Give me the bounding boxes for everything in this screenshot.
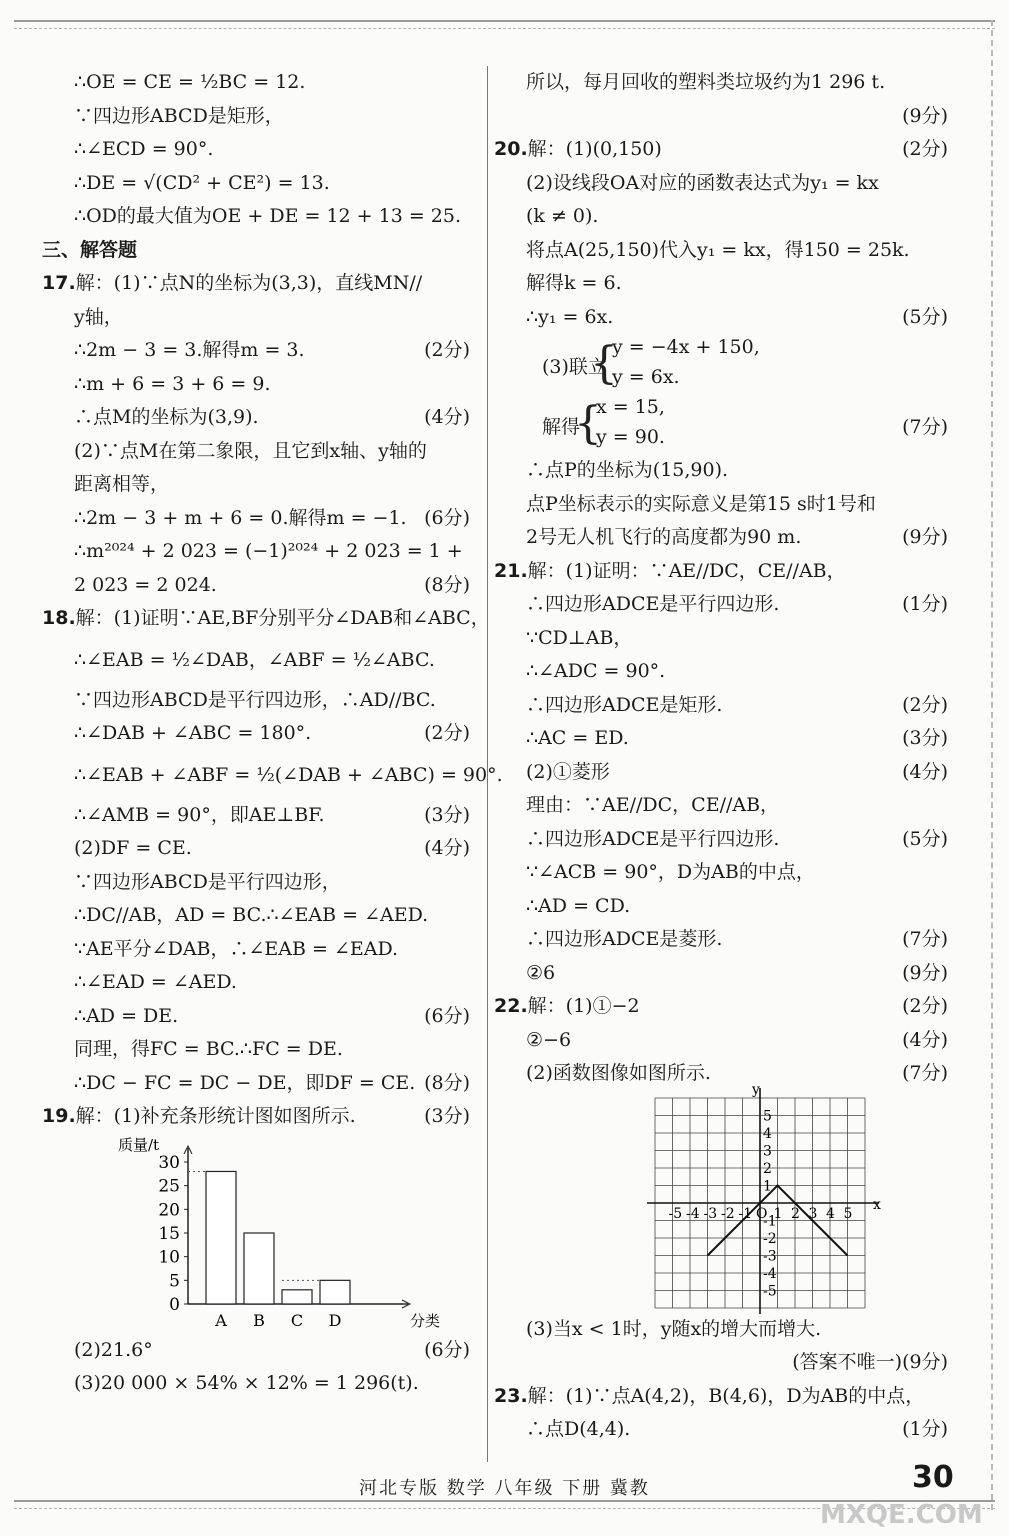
line-text: [526, 655, 665, 689]
solution-line: [60, 899, 470, 933]
score-points: (3分): [902, 727, 948, 749]
line-content: (2)设线段OA对应的函数表达式为y₁ = kx: [526, 171, 879, 194]
right-border: [979, 20, 993, 1510]
right-mid-lines: [494, 454, 948, 1091]
solution-line: [512, 622, 948, 656]
line-content: ∵四边形ABCD是平行四边形，∴AD//BC.: [74, 688, 436, 711]
solution-line: [60, 636, 470, 684]
score-points: (6分): [424, 506, 470, 529]
line-content: 距离相等，: [74, 473, 170, 495]
solution-line: [494, 990, 948, 1024]
line-content: ∴AC = ED.: [526, 727, 629, 749]
line-text: [526, 823, 779, 857]
left-column: [42, 66, 503, 1401]
line-text: [74, 468, 169, 502]
line-text: [74, 684, 436, 718]
line-content: (3)当x < 1时，y随x的增大而增大.: [526, 1317, 822, 1340]
question-number: 23.: [494, 1384, 528, 1407]
line-text: [526, 1057, 711, 1091]
line-content: ∴AD = CD.: [526, 894, 631, 917]
x-tick-label: 3: [808, 1205, 818, 1222]
y-axis-label: 质量/t: [118, 1135, 160, 1154]
score-points: (答案不唯一)(9分): [792, 1351, 948, 1373]
solution-line: [512, 890, 948, 924]
line-content: ∴AD = DE.: [74, 1004, 179, 1027]
y-tick-label: -5: [763, 1283, 777, 1299]
line-content: 解：(1)(0,150): [527, 138, 662, 160]
x-axis-name: x: [873, 1196, 881, 1213]
category-label: A: [215, 1310, 227, 1330]
line-text: [74, 636, 435, 684]
line-text: [74, 1367, 419, 1401]
solution-line: [512, 1346, 948, 1380]
solution-line: [512, 655, 948, 689]
line-text: [494, 990, 640, 1024]
solution-line: [60, 200, 470, 234]
line-content: 同理，得FC = BC.∴FC = DE.: [74, 1038, 343, 1060]
solution-line: [60, 684, 470, 718]
score-points: (7分): [902, 928, 948, 950]
line-text: [526, 234, 910, 268]
category-label: B: [253, 1310, 265, 1330]
line-content: ∴点P的坐标为(15,90).: [526, 459, 729, 481]
line-content: (2)21.6°: [74, 1338, 153, 1361]
y-tick-label: 5: [763, 1108, 772, 1124]
solution-line: [512, 1413, 948, 1447]
line-text: [526, 200, 598, 234]
line-text: [74, 933, 398, 967]
solution-line: [512, 856, 948, 890]
y-axis-name: y: [752, 1081, 760, 1098]
solution-line: [60, 799, 470, 833]
line-text: [526, 167, 879, 201]
line-content: ∴∠EAB + ∠ABF = ½(∠DAB + ∠ABC) = 90°.: [74, 763, 503, 786]
score-points: (1分): [902, 593, 948, 615]
solution-line: [512, 588, 948, 622]
solution-line: [60, 1000, 470, 1034]
solution-line: [60, 751, 503, 799]
solution-line: [512, 301, 948, 335]
left-after-chart: [60, 1334, 470, 1401]
line-text: [74, 966, 237, 1000]
line-content: ∵四边形ABCD是平行四边形，: [74, 870, 341, 893]
line-text: [74, 66, 305, 100]
function-graph: [512, 1081, 948, 1313]
solution-line: [42, 1100, 470, 1134]
y-tick-label: 25: [158, 1176, 180, 1197]
line-content: ∴∠DAB + ∠ABC = 180°.: [74, 722, 312, 744]
solution-line: [60, 301, 470, 335]
y-tick-label: -3: [763, 1248, 777, 1264]
line-text: [74, 100, 284, 134]
solution-line: [494, 555, 948, 589]
category-label: C: [290, 1310, 304, 1330]
line-content: ∴∠ADC = 90°.: [526, 660, 666, 682]
line-text: [494, 555, 846, 589]
line-content: 解：(1)∵点N的坐标为(3,3)，直线MN//: [75, 272, 423, 294]
score-points: (2分): [902, 693, 948, 716]
line-text: [74, 435, 427, 469]
line-content: ∴∠EAB = ½∠DAB，∠ABF = ½∠ABC.: [74, 648, 435, 671]
x-tick-label: -4: [686, 1205, 700, 1222]
score-points: (1分): [902, 1418, 948, 1440]
line-text: [526, 488, 876, 522]
y-tick-label: 3: [763, 1143, 772, 1159]
line-content: (2)DF = CE.: [74, 837, 192, 859]
line-text: [526, 588, 779, 622]
score-points: (7分): [902, 1062, 948, 1084]
bar-chart: [60, 1134, 470, 1334]
system2-label: 解得: [542, 416, 581, 438]
line-text: [74, 717, 311, 751]
line-text: [74, 200, 461, 234]
line-content: ∴OD的最大值为OE + DE = 12 + 13 = 25.: [74, 205, 462, 227]
line-content: ∴四边形ADCE是菱形.: [526, 928, 723, 950]
line-content: ∴DC − FC = DC − DE，即DF = CE.: [74, 1071, 416, 1094]
line-text: [74, 301, 123, 335]
question-number: 21.: [494, 559, 528, 582]
x-tick-label: -5: [668, 1205, 683, 1222]
x-tick-label: -1: [738, 1205, 753, 1222]
line-text: [526, 66, 885, 100]
y-tick-label: 10: [158, 1247, 180, 1268]
question-number: 22.: [494, 995, 528, 1017]
line-content: ∴DE = √(CD² + CE²) = 13.: [74, 171, 330, 194]
line-content: ∴四边形ADCE是平行四边形.: [526, 827, 780, 850]
score-points: (2分): [424, 722, 470, 744]
line-content: ∴∠EAD = ∠AED.: [74, 971, 237, 993]
section-heading: 三、解答题: [42, 238, 138, 261]
right-top-lines: [494, 66, 948, 334]
line-content: ∴DC//AB，AD = BC.∴∠EAB = ∠AED.: [74, 904, 429, 926]
bar: [244, 1233, 274, 1304]
score-points: (9分): [902, 104, 948, 127]
system2-line1: x = 15,: [596, 396, 665, 418]
x-tick-label: 4: [826, 1205, 835, 1222]
solution-line: [512, 267, 948, 301]
y-tick-label: 5: [169, 1270, 180, 1291]
score-points: (6分): [424, 1004, 470, 1027]
y-tick-label: -2: [763, 1230, 777, 1247]
line-content: 2号无人机飞行的高度都为90 m.: [526, 526, 802, 548]
solution-line: [512, 1057, 948, 1091]
solution-line: [512, 234, 948, 268]
line-text: [74, 832, 192, 866]
solution-line: [512, 167, 948, 201]
line-text: [526, 957, 555, 991]
y-tick-label: 4: [763, 1125, 772, 1142]
line-text: [74, 866, 341, 900]
watermark: MXQE.COM: [820, 1500, 983, 1530]
line-text: [74, 167, 330, 201]
line-text: [74, 899, 428, 933]
line-text: [74, 799, 325, 833]
solution-line: [60, 717, 470, 751]
line-content: ∴2m − 3 + m + 6 = 0.解得m = −1.: [74, 506, 407, 529]
solution-line: [60, 933, 470, 967]
y-tick-label: 0: [169, 1294, 180, 1315]
y-tick-label: 30: [158, 1152, 180, 1173]
line-content: ∵∠ACB = 90°，D为AB的中点，: [526, 861, 815, 883]
solution-line: [512, 66, 948, 100]
solution-line: [494, 1380, 948, 1414]
question-number: 19.: [42, 1105, 76, 1127]
y-tick-label: -4: [763, 1265, 777, 1282]
line-text: [526, 267, 622, 301]
line-content: (2)函数图像如图所示.: [526, 1062, 711, 1084]
solution-line: [42, 602, 490, 636]
line-text: [42, 267, 422, 301]
solution-line: [512, 521, 948, 555]
solution-line: [60, 535, 470, 569]
bar: [320, 1280, 350, 1304]
score-points: (4分): [902, 760, 948, 783]
line-text: [526, 923, 722, 957]
score-points: (3分): [424, 803, 470, 826]
system-equations-1: [512, 334, 948, 394]
line-text: [74, 569, 217, 603]
line-content: 所以，每月回收的塑料类垃圾约为1 296 t.: [526, 71, 886, 93]
line-text: [526, 521, 801, 555]
solution-line: [512, 454, 948, 488]
score-points: (5分): [902, 305, 948, 328]
line-content: 解：(1)证明：∵AE//DC，CE//AB，: [527, 559, 846, 582]
line-text: [74, 502, 407, 536]
solution-line: [60, 100, 470, 134]
solution-line: [60, 334, 470, 368]
line-content: ∴点D(4,4).: [526, 1418, 631, 1440]
bar: [206, 1171, 236, 1304]
solution-line: [512, 488, 948, 522]
y-tick-label: 1: [763, 1178, 772, 1194]
line-content: y轴，: [74, 305, 123, 328]
line-text: [74, 1000, 178, 1034]
line-text: [42, 234, 137, 268]
line-content: ②6: [526, 961, 556, 984]
solution-line: [512, 756, 948, 790]
system1-line1: y = −4x + 150,: [612, 336, 760, 358]
solution-line: [512, 923, 948, 957]
bar-chart-svg: [60, 1134, 470, 1334]
solution-line: [60, 1033, 470, 1067]
line-text: [494, 1380, 924, 1414]
brace-icon: {: [590, 338, 618, 389]
score-points: (8分): [424, 1071, 470, 1094]
line-content: 解：(1)补充条形统计图如图所示.: [75, 1105, 356, 1127]
solution-line: [60, 502, 470, 536]
line-content: 2 023 = 2 024.: [74, 573, 217, 596]
line-text: [526, 722, 629, 756]
score-points: (2分): [424, 339, 470, 361]
score-points: (8分): [424, 573, 470, 596]
y-tick-label: -1: [763, 1213, 777, 1229]
line-text: [74, 401, 259, 435]
score-points: (5分): [902, 827, 948, 850]
line-text: [74, 334, 305, 368]
line-content: ∴y₁ = 6x.: [526, 305, 614, 328]
line-text: [526, 890, 630, 924]
line-content: ∴四边形ADCE是矩形.: [526, 693, 723, 716]
line-content: ∴m²⁰²⁴ + 2 023 = (−1)²⁰²⁴ + 2 023 = 1 +: [74, 540, 463, 562]
solution-line: [512, 689, 948, 723]
line-content: ∴m + 6 = 3 + 6 = 9.: [74, 372, 271, 395]
solution-line: [60, 435, 470, 469]
line-text: [74, 368, 271, 402]
line-text: [74, 1067, 415, 1101]
system2-points: (7分): [902, 416, 948, 438]
line-content: (2)∵点M在第二象限，且它到x轴、y轴的: [74, 439, 427, 462]
y-tick-label: 20: [158, 1199, 180, 1220]
solution-line: [60, 832, 470, 866]
solution-line: [512, 823, 948, 857]
line-text: [526, 789, 779, 823]
solution-line: [512, 200, 948, 234]
line-text: [526, 689, 722, 723]
line-text: [526, 1413, 630, 1447]
line-content: 解得k = 6.: [526, 272, 622, 294]
line-text: [74, 1334, 153, 1368]
solution-line: [494, 133, 948, 167]
right-column: [494, 66, 948, 1447]
line-content: ∴2m − 3 = 3.解得m = 3.: [74, 339, 305, 361]
line-content: (k ≠ 0).: [526, 205, 599, 227]
score-points: (3分): [424, 1105, 470, 1127]
line-content: ∴∠ECD = 90°.: [74, 138, 214, 160]
solution-line: [60, 1334, 470, 1368]
solution-line: [60, 66, 470, 100]
line-text: [494, 133, 662, 167]
solution-line: [42, 234, 470, 268]
line-content: ∴四边形ADCE是平行四边形.: [526, 593, 780, 615]
line-text: [526, 756, 610, 790]
solution-line: [60, 133, 470, 167]
line-text: [74, 751, 503, 799]
x-tick-label: -2: [721, 1205, 735, 1222]
question-number: 18.: [42, 607, 76, 629]
line-content: 解：(1)证明∵AE,BF分别平分∠DAB和∠ABC，: [75, 607, 490, 629]
line-content: 将点A(25,150)代入y₁ = kx，得150 = 25k.: [526, 238, 910, 261]
x-tick-label: 5: [843, 1205, 853, 1222]
brace-icon: {: [574, 398, 602, 449]
line-content: ∵AE平分∠DAB，∴∠EAB = ∠EAD.: [74, 937, 399, 960]
system1-line2: y = 6x.: [612, 366, 680, 388]
line-content: ∴OE = CE = ½BC = 12.: [74, 71, 306, 93]
line-text: [526, 454, 728, 488]
x-tick-label: -3: [703, 1205, 718, 1222]
line-text: [526, 301, 613, 335]
category-label: D: [328, 1310, 342, 1330]
solution-line: [60, 167, 470, 201]
solution-line: [512, 1024, 948, 1058]
line-content: (2)①菱形: [526, 760, 610, 783]
footer: 河北专版 数学 八年级 下册 冀教: [359, 1478, 650, 1499]
right-bottom-lines: [494, 1313, 948, 1447]
solution-line: [512, 1313, 948, 1347]
left-lines: [42, 66, 503, 1134]
score-points: (4分): [424, 406, 470, 428]
function-graph-svg: [512, 1081, 948, 1313]
system2-line2: y = 90.: [596, 426, 665, 448]
solution-line: [60, 368, 470, 402]
x-axis-label: 分类: [410, 1311, 441, 1330]
y-tick-label: 2: [763, 1160, 772, 1177]
line-text: [42, 1100, 356, 1134]
line-content: 解：(1)∵点A(4,2)，B(4,6)，D为AB的中点，: [527, 1384, 925, 1407]
line-content: ∵四边形ABCD是矩形，: [74, 104, 284, 127]
line-content: 理由：∵AE//DC，CE//AB，: [526, 794, 780, 816]
bar: [282, 1289, 312, 1303]
y-tick-label: 15: [158, 1223, 180, 1244]
solution-line: [60, 468, 470, 502]
line-content: 解：(1)①−2: [527, 995, 640, 1017]
score-points: (9分): [902, 961, 948, 984]
line-text: [42, 602, 490, 636]
line-text: [74, 535, 463, 569]
solution-line: [60, 1067, 470, 1101]
line-content: ∴∠AMB = 90°，即AE⊥BF.: [74, 803, 325, 826]
top-border: [14, 20, 995, 44]
line-text: [74, 133, 213, 167]
score-points: (2分): [902, 138, 948, 160]
score-points: (9分): [902, 526, 948, 548]
solution-line: [42, 267, 470, 301]
line-text: [526, 1024, 571, 1058]
question-number: 17.: [42, 272, 76, 294]
x-tick-label: 2: [791, 1205, 800, 1222]
system1-label: (3)联立: [542, 356, 607, 378]
score-points: (4分): [902, 1028, 948, 1051]
line-text: [526, 856, 815, 890]
line-text: [74, 1033, 343, 1067]
line-content: ∴点M的坐标为(3,9).: [74, 406, 259, 428]
line-content: (3)20 000 × 54% × 12% = 1 296(t).: [74, 1372, 419, 1394]
x-tick-label: O: [756, 1205, 768, 1222]
line-content: ∵CD⊥AB，: [526, 626, 633, 649]
line-text: [526, 1313, 821, 1347]
solution-line: [512, 789, 948, 823]
solution-line: [60, 866, 470, 900]
solution-line: [60, 966, 470, 1000]
line-text: [526, 622, 632, 656]
line-content: 点P坐标表示的实际意义是第15 s时1号和: [526, 492, 876, 515]
solution-line: [60, 401, 470, 435]
x-tick-label: 1: [773, 1205, 783, 1222]
score-points: (4分): [424, 837, 470, 859]
page-number: 30: [912, 1460, 954, 1495]
score-points: (6分): [424, 1338, 470, 1361]
system-equations-2: [512, 394, 948, 454]
solution-line: [512, 957, 948, 991]
solution-line: [60, 1367, 470, 1401]
solution-line: [512, 722, 948, 756]
question-number: 20.: [494, 138, 528, 160]
score-points: (2分): [902, 995, 948, 1017]
solution-line: [60, 569, 470, 603]
solution-line: [512, 100, 948, 134]
line-content: ②−6: [526, 1028, 572, 1051]
